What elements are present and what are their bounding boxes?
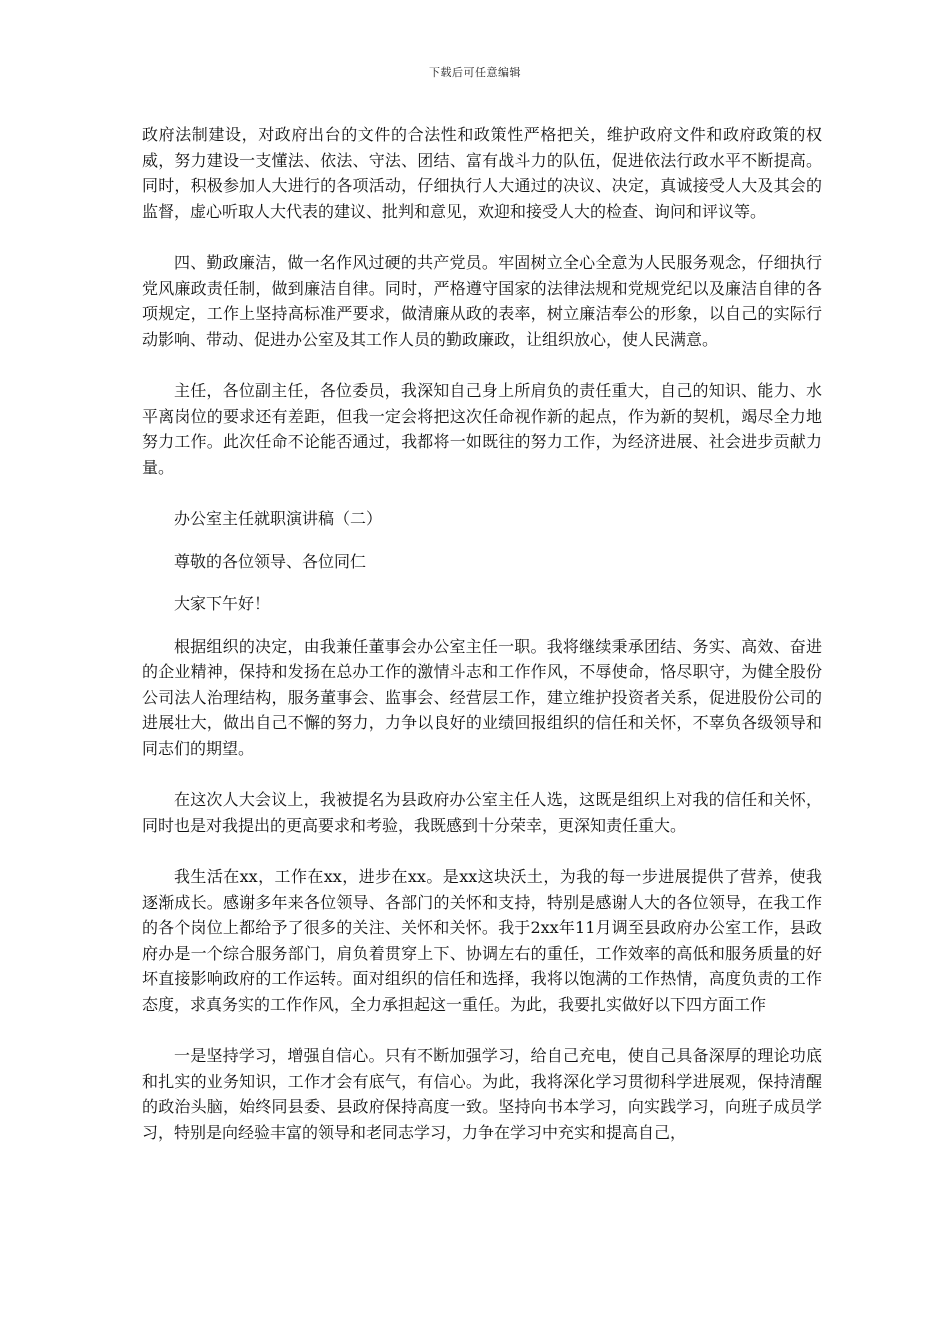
salutation: 尊敬的各位领导、各位同仁 [174,551,367,571]
section-title: 办公室主任就职演讲稿（二） [174,509,383,528]
paragraph-appointment: 根据组织的决定，由我兼任董事会办公室主任一职。我将继续秉承团结、务实、高效、奋进的企业精神，保持和发扬在总办工作的激情斗志和工作作风，不辱使命，恪尽职守，为健全股份公司法人治理结构，服务董事会、监事会、经营层工作，建立维护投资者关系，促进股份公司的进展壮大，做出自己不懈的努力，力争以良好的业绩回报组织的信任和关怀，不辜负各级领导和同志们的期望。 [142,636,822,758]
paragraph-nomination: 在这次人大会议上，我被提名为县政府办公室主任人选，这既是组织上对我的信任和关怀，同时也是对我提出的更高要求和考验，我既感到十分荣幸，更深知责任重大。 [142,790,822,835]
paragraph-closing: 主任，各位副主任，各位委员，我深知自己身上所肩负的责任重大，自己的知识、能力、水平离岗位的要求还有差距，但我一定会将把这次任命视作新的起点，作为新的契机，竭尽全力地努力工作。此次任命不论能否通过，我都将一如既往的努力工作，为经济进展、社会进步贡献力量。 [142,381,822,477]
greeting: 大家下午好！ [174,594,271,613]
paragraph-integrity: 四、勤政廉洁，做一名作风过硬的共产党员。牢固树立全心全意为人民服务观念，仔细执行党风廉政责任制，做到廉洁自律。同时，严格遵守国家的法律法规和党规党纪以及廉洁自律的各项规定，工作上坚持高标准严要求，做清廉从政的表率，树立廉洁奉公的形象，以自己的实际行动影响、带动、促进办公室及其工作人员的勤政廉政，让组织放心，使人民满意。 [142,253,822,349]
paragraph-study: 一是坚持学习，增强自信心。只有不断加强学习，给自己充电，使自己具备深厚的理论功底和扎实的业务知识，工作才会有底气，有信心。为此，我将深化学习贯彻科学进展观，保持清醒的政治头脑，始终同县委、县政府保持高度一致。坚持向书本学习，向实践学习，向班子成员学习，特别是向经验丰富的领导和老同志学习，力争在学习中充实和提高自己， [142,1046,822,1142]
page-header-note: 下载后可任意编辑 [429,66,521,79]
paragraph-background: 我生活在xx，工作在xx，进步在xx。是xx这块沃土，为我的每一步进展提供了营养，使我逐渐成长。感谢多年来各位领导、各部门的关怀和支持，特别是感谢人大的各位领导，在我工作的各个岗位上都给予了很多的关注、关怀和关怀。我于2xx年11月调至县政府办公室工作，县政府办是一个综合服务部门，肩负着贯穿上下、协调左右的重任，工作效率的高低和服务质量的好坏直接影响政府的工作运转。面对组织的信任和选择，我将以饱满的工作热情，高度负责的工作态度，求真务实的工作作风，全力承担起这一重任。为此，我要扎实做好以下四方面工作 [142,867,822,1014]
document-body [142,122,822,1145]
paragraph-continuation: 政府法制建设，对政府出台的文件的合法性和政策性严格把关，维护政府文件和政府政策的权威，努力建设一支懂法、依法、守法、团结、富有战斗力的队伍，促进依法行政水平不断提高。同时，积极参加人大进行的各项活动，仔细执行人大通过的决议、决定，真诚接受人大及其会的监督，虚心听取人大代表的建议、批判和意见，欢迎和接受人大的检查、询问和评议等。 [142,125,822,221]
